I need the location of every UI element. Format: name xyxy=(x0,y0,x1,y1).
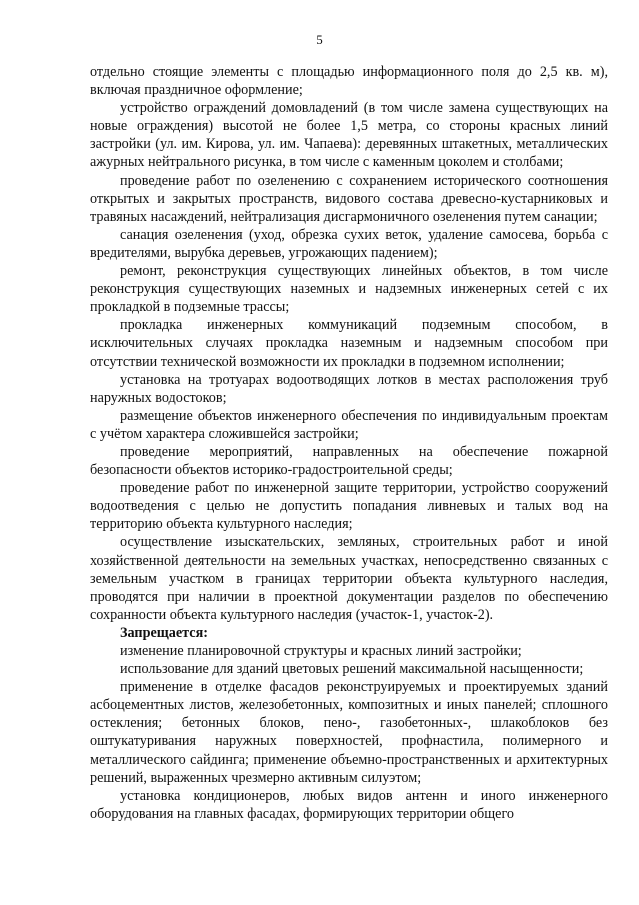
paragraph-8: размещение объектов инженерного обеспечения по индивидуальным проектам с учётом характера сложившейся застройки; xyxy=(90,407,608,442)
paragraph-2: устройство ограждений домовладений (в том числе замена существующих на новые ограждения) высотой не более 1,5 метра, со стороны красных линий застройки (ул. им. Кирова, ул. им. Чапаева): деревянных штакетных, металлических ажурных нейтрального рисунка, в том числе с каменным цоколем и столбами; xyxy=(90,100,608,171)
paragraph-1: отдельно стоящие элементы с площадью информационного поля до 2,5 кв. м), включая праздничное оформление; xyxy=(90,64,608,99)
section-heading-prohibited: Запрещается: xyxy=(120,624,208,641)
page-number: 5 xyxy=(316,32,323,47)
paragraph-3: проведение работ по озеленению с сохранением исторического соотношения открытых и закрытых пространств, видового состава древесно-кустарниковых и травяных насаждений, нейтрализация дисгармоничного озеленения путем санации; xyxy=(90,172,608,225)
paragraph-15: применение в отделке фасадов реконструируемых и проектируемых зданий асбоцементных листов, железобетонных, композитных и иных панелей; сплошного остекления; бетонных блоков, пено-, газобетонных-, шлакоблоков без оштукатуривания наружных поверхностей, профнастила, полимерного и металлического сайдинга; применение объемно-пространственных и архитектурных решений, выраженных чрезмерно активным силуэтом; xyxy=(90,679,608,786)
paragraph-5: ремонт, реконструкция существующих линейных объектов, в том числе реконструкция существующих наземных и надземных инженерных сетей с их прокладкой в подземные трассы; xyxy=(90,263,608,316)
paragraph-11: осуществление изыскательских, земляных, строительных работ и иной хозяйственной деятельности на земельных участках, непосредственно связанных с земельным участком в границах территории объекта культурного наследия, проводятся при наличии в проектной документации разделов по обеспечению сохранности объекта культурного наследия (участок-1, участок-2). xyxy=(90,534,608,623)
paragraph-4: санация озеленения (уход, обрезка сухих веток, удаление самосева, борьба с вредителями, вырубка деревьев, угрожающих падением); xyxy=(90,226,608,261)
document-body xyxy=(90,63,608,823)
paragraph-10: проведение работ по инженерной защите территории, устройство сооружений водоотведения с целью не допустить попадания ливневых и талых вод на территорию объекта культурного наследия; xyxy=(90,480,608,533)
paragraph-13: изменение планировочной структуры и красных линий застройки; xyxy=(120,643,522,659)
paragraph-16: установка кондиционеров, любых видов антенн и иного инженерного оборудования на главных фасадах, формирующих территории общего xyxy=(90,787,608,822)
paragraph-14: использование для зданий цветовых решений максимальной насыщенности; xyxy=(120,661,584,678)
paragraph-7: установка на тротуарах водоотводящих лотков в местах расположения труб наружных водостоков; xyxy=(90,371,608,406)
paragraph-6: прокладка инженерных коммуникаций подземным способом, в исключительных случаях прокладка наземным и надземным способом при отсутствии технической возможности их прокладки в подземном исполнении; xyxy=(90,317,608,370)
paragraph-9: проведение мероприятий, направленных на обеспечение пожарной безопасности объектов историко-градостроительной среды; xyxy=(90,443,608,479)
